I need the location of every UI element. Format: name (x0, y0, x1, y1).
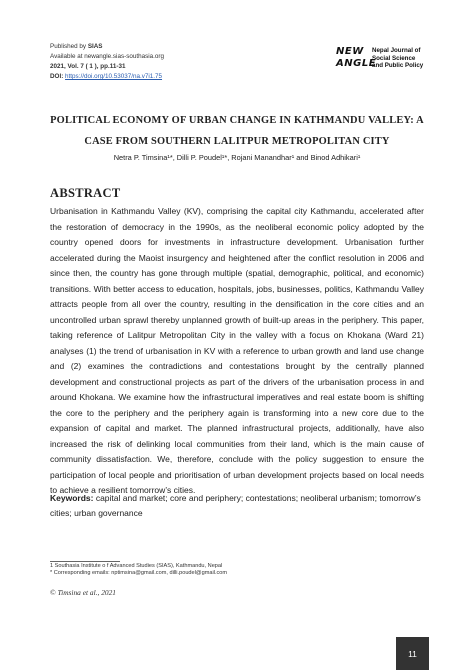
footnotes (50, 563, 227, 577)
author-list: Netra P. Timsina¹*, Dilli P. Poudel¹*, Rojani Manandhar¹ and Binod Adhikari¹ (113, 153, 361, 162)
paper-title-line2: CASE FROM SOUTHERN LALITPUR METROPOLITAN CITY (84, 136, 390, 147)
page-number-tab (396, 637, 429, 670)
journal-name (372, 47, 423, 70)
publisher-name: SIAS (87, 43, 103, 50)
copyright-notice: © Timsina et al., 2021 (50, 588, 116, 597)
paper-title-line1: POLITICAL ECONOMY OF URBAN CHANGE IN KATHMANDU VALLEY: A (50, 115, 424, 126)
doi-label: DOI: (50, 73, 66, 80)
journal-name-line3: and Public Policy (372, 62, 424, 70)
doi-line (50, 72, 164, 82)
page-number: 11 (408, 648, 417, 659)
abstract-body: Urbanisation in Kathmandu Valley (KV), comprising the capital city Kathmandu, accelerated after the restoration of democracy in the 1990s, as the neoliberal economic policy adopted by the country opened doors for investments in infrastructure development. Urbanisation further accelerated during the Maoist insurgency and heightened after the conflict resolution in 2006 and since then, the country has gone through multiple (spatial, demographic, political, and economic) transitions. With better access to education, hospitals, jobs, businesses, politics, Kathmandu Valley attracts people from all over the country, resulting in the densification in the core cities and an uncontrolled urban sprawl thereby unplanned growth of built-up areas in the periphery. This paper, taking reference of Lalitpur Metropolitan City in the valley with a focus on Khokana (Ward 21) analyses (1) the trend of urbanisation in KV with a reference to urban growth and land use change and (2) examines the contradictions and contestations brought by the centrally planned development and constructional projects as part of the drivers of the urbanisation process in and around Khokana. We examine how the infrastructural imperatives and real estate boom is shifting the core to the periphery and the periphery again is transforming into a new core due to the expansion of capital and market. The planned infrastructural projects, additionally, have also increased the risk of delinking local communities from their land, which is the main cause of community dissatisfaction. We, therefore, conclude with the policy suggestion to ensure the participation of local people and prioritisation of urban development projects based on local needs to achieve a resilient tomorrow’s cities. (50, 206, 424, 496)
logo-word-new: NEW (336, 46, 364, 57)
publication-info (50, 42, 164, 82)
published-by-line (50, 42, 164, 52)
new-angle-logo-mark (336, 46, 377, 70)
footnote-emails: * Corresponding emails: nptimsina@gmail.com, dilli.poudel@gmail.com (50, 570, 228, 577)
journal-name-line1: Nepal Journal of (372, 47, 421, 54)
journal-name-line2: Social Science (372, 54, 416, 62)
paper-title (30, 110, 444, 152)
footnote-affiliation: 1 Southasia Institute o f Advanced Studies (SIAS), Kathmandu, Nepal (50, 563, 223, 569)
logo-word-angle: ANGLE (336, 58, 377, 69)
keywords-label: Keywords: (50, 493, 96, 503)
volume-info: 2021, Vol. 7 ( 1 ), pp.11-31 (50, 63, 126, 70)
published-by-prefix: Published by (50, 43, 88, 50)
doi-link[interactable]: https://doi.org/10.53037/na.v7i1.75 (65, 73, 163, 80)
footnote-divider (50, 561, 120, 562)
available-at: Available at newangle.sias-southasia.org (50, 53, 164, 60)
keywords (50, 491, 424, 521)
abstract-heading: ABSTRACT (50, 186, 121, 200)
keywords-list: capital and market; core and periphery; contestations; neoliberal urbanism; tomorrow’s cities; urban governance (50, 493, 421, 518)
journal-logo (336, 46, 423, 70)
